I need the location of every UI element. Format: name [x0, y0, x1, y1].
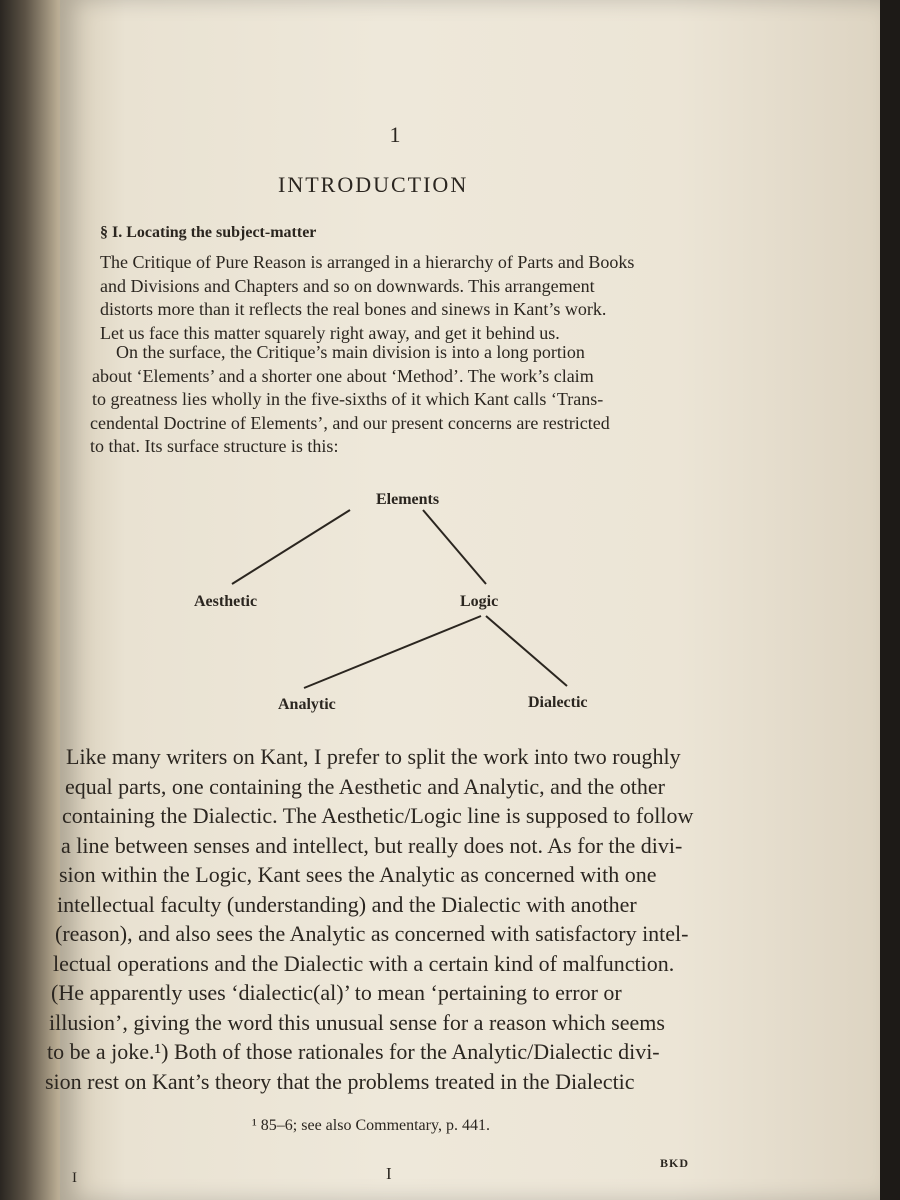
paragraph-3: [45, 742, 760, 1096]
edge-logic-dialectic: [486, 616, 567, 686]
book-page: [45, 0, 880, 1200]
text-line: lectual operations and the Dialectic with a certain kind of malfunction.: [53, 950, 675, 976]
text-line: intellectual faculty (understanding) and the Dialectic with another: [57, 891, 637, 917]
text-line: to be a joke.¹) Both of those rationales for the Analytic/Dialectic divi-: [47, 1039, 660, 1064]
text-line: (reason), and also sees the Analytic as concerned with satisfactory intel-: [55, 921, 689, 946]
text-line: containing the Dialectic. The Aesthetic/Logic line is supposed to follow: [62, 803, 694, 828]
edge-elements-logic: [423, 510, 486, 584]
structure-diagram: [180, 486, 660, 726]
text-line: to greatness lies wholly in the five-sixths of it which Kant calls ‘Trans-: [92, 389, 604, 409]
text-line: a line between senses and intellect, but really does not. As for the divi-: [61, 832, 683, 858]
text-line: sion rest on Kant’s theory that the problems treated in the Dialectic: [45, 1068, 635, 1094]
text-line: to that. Its surface structure is this:: [90, 436, 339, 456]
footer-signature-right: BKD: [660, 1156, 690, 1170]
text-line: equal parts, one containing the Aesthetic and Analytic, and the other: [65, 773, 665, 799]
text-line: The Critique of Pure Reason is arranged in a hierarchy of Parts and Books: [100, 252, 635, 272]
edge-elements-aesthetic: [232, 510, 350, 584]
paragraph-1: [100, 251, 700, 345]
footer-signature-left: I: [72, 1170, 77, 1186]
paragraph-2: [90, 341, 690, 459]
text-line: and Divisions and Chapters and so on downwards. This arrangement: [100, 275, 595, 296]
text-line: On the surface, the Critique’s main division is into a long portion: [116, 342, 585, 362]
node-elements: Elements: [376, 491, 440, 508]
node-aesthetic: Aesthetic: [194, 593, 258, 610]
chapter-number: 1: [389, 122, 401, 147]
footnote: ¹ 85–6; see also Commentary, p. 441.: [252, 1117, 490, 1134]
node-logic: Logic: [460, 593, 499, 610]
page-number: I: [386, 1164, 392, 1183]
text-line: Let us face this matter squarely right away, and get it behind us.: [100, 322, 560, 343]
text-line: distorts more than it reflects the real bones and sinews in Kant’s work.: [100, 299, 607, 319]
section-heading: § I. Locating the subject-matter: [100, 224, 317, 241]
text-line: Like many writers on Kant, I prefer to split the work into two roughly: [66, 744, 681, 769]
node-dialectic: Dialectic: [528, 694, 588, 711]
text-line: cendental Doctrine of Elements’, and our present concerns are restricted: [90, 412, 610, 433]
text-line: sion within the Logic, Kant sees the Analytic as concerned with one: [59, 862, 657, 887]
text-line: (He apparently uses ‘dialectic(al)’ to mean ‘pertaining to error or: [51, 980, 622, 1005]
text-line: illusion’, giving the word this unusual sense for a reason which seems: [49, 1009, 665, 1035]
chapter-title: INTRODUCTION: [278, 172, 469, 197]
edge-logic-analytic: [304, 616, 481, 688]
node-analytic: Analytic: [278, 696, 336, 713]
text-line: about ‘Elements’ and a shorter one about ‘Method’. The work’s claim: [92, 365, 594, 386]
